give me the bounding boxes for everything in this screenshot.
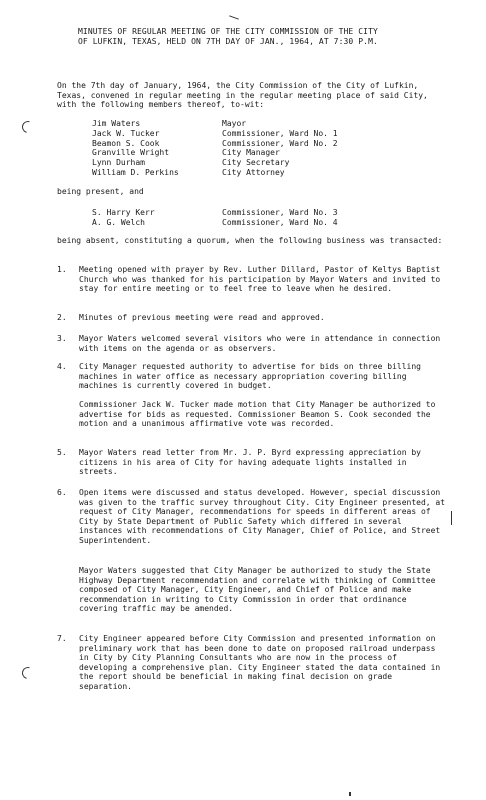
binder-hole-mark [22,667,32,677]
absent-label: being absent, constituting a quorum, when the following business was transacted: [57,236,443,245]
agenda-item-6: 6. Open items were discussed and status developed. However, special discussion was given to the traffic survey throughout City. City Engineer presented, at request of City Manager, recommendations for speeds in different areas of City by State Department of Public Safety which differed in several instances with recommendations of City Manager, Chief of Police, and Street Superintendent. [57,488,446,545]
scan-mark [229,15,239,19]
present-label: being present, and [57,187,144,196]
member-row: A. G. Welch Commissioner, Ward No. 4 [92,217,338,227]
page-title [78,27,448,47]
member-row: S. Harry Kerr Commissioner, Ward No. 3 [92,208,338,217]
scan-mark [349,792,351,796]
agenda-item-5: 5. Mayor Waters read letter from Mr. J. P. Byrd expressing appreciation by citizens in his area of City for having adequate lights installed in streets. [57,448,421,477]
member-row: Beamon S. Cook Commissioner, Ward No. 2 [92,138,338,148]
item-6-followup: Mayor Waters suggested that City Manager be authorized to study the State Highway Department recommendation and correlate with thinking of Committee composed of City Manager, City Engineer, and Chief of Police and make recommendation in writing to City Commission in order that ordinance covering traffic may be amended. [79,566,436,614]
agenda-item-1: 1. Meeting opened with prayer by Rev. Luther Dillard, Pastor of Keltys Baptist Church who was thanked for his participation by Mayor Waters and invited to stay for entire meeting or to feel free to leave when he desired. [57,265,441,294]
member-row: Jim Waters Mayor [92,119,247,128]
member-row: William D. Perkins City Attorney [92,167,285,177]
member-row: Lynn Durham City Secretary [92,158,290,168]
title-line-2: OF LUFKIN, TEXAS, HELD ON 7TH DAY OF JAN., 1964, AT 7:30 P.M. [78,37,378,46]
title-line-1: MINUTES OF REGULAR MEETING OF THE CITY COMMISSION OF THE CITY [78,27,378,36]
agenda-item-3: 3. Mayor Waters welcomed several visitors who were in attendance in connection with items on the agenda or as observers. [57,334,441,353]
agenda-item-7: 7. City Engineer appeared before City Commission and presented information on preliminary work that has been done to date on proposed railroad underpass in City by City Planning Consultants who are now in the process of developing a comprehensive plan. City Engineer stated the data contained in the report should be beneficial in making final decision on grade separation. [57,634,441,691]
present-members [92,119,452,178]
margin-mark [451,511,452,525]
agenda-item-4: 4. City Manager requested authority to advertise for bids on three billing machines in water office as necessary appropriation covering billing machines is currently covered in budget. [57,362,421,391]
agenda-item-2: 2. Minutes of previous meeting were read and approved. [57,313,325,322]
intro-paragraph: On the 7th day of January, 1964, the City Commission of the City of Lufkin, Texas, convened in regular meeting in the regular meeting place of said City, with the following members thereof, to-wit: [57,81,428,110]
absent-members [92,208,452,228]
member-row: Granville Wright City Manager [92,148,280,158]
binder-hole-mark [22,121,32,131]
member-row: Jack W. Tucker Commissioner, Ward No. 1 [92,128,338,138]
item-4-motion: Commissioner Jack W. Tucker made motion that City Manager be authorized to advertise for bids as requested. Commissioner Beamon S. Cook seconded the motion and a unanimous affirmative vote was recorded. [79,400,436,429]
